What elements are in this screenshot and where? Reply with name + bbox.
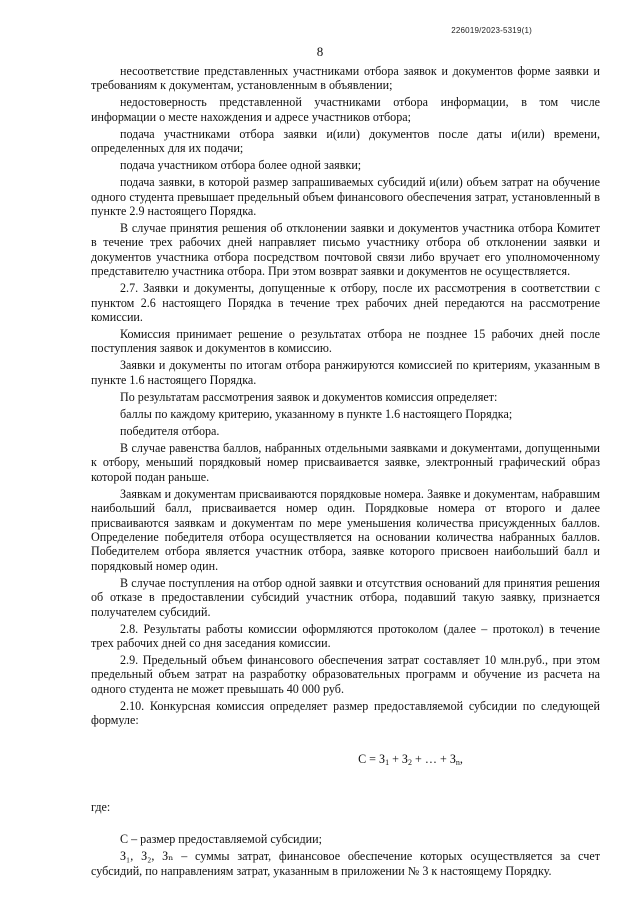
- paragraph: 2.10. Конкурсная комиссия определяет размер предоставляемой субсидии по следующей формуле:: [91, 698, 600, 728]
- paragraph: В случае равенства баллов, набранных отдельными заявками и документами, допущенными к отбору, меньший порядковый номер присваивается заявке, электронный графический образ которой подан раньше.: [91, 440, 600, 484]
- paragraph: В случае поступления на отбор одной заявки и отсутствия оснований для принятия решения об отказе в предоставлении субсидий участник отбора, подавший такую заявку, признается получателем субсидий.: [91, 575, 600, 619]
- paragraph: баллы по каждому критерию, указанному в пункте 1.6 настоящего Порядка;: [120, 406, 513, 421]
- page-number: 8: [316, 44, 324, 59]
- formula-sub-2: 2: [408, 757, 412, 767]
- formula-plus: + З: [389, 751, 408, 766]
- paragraph: Комиссия принимает решение о результатах отбора не позднее 15 рабочих дней после поступления заявок и документов в комиссию.: [91, 327, 600, 356]
- paragraph: несоответствие представленных участниками отбора заявок и документов форме заявки и требованиям к документам, установленным в объявлении;: [91, 64, 600, 93]
- formula-mid: + … + З: [412, 751, 456, 766]
- paragraph: победителя отбора.: [120, 423, 220, 438]
- formula-sub-n: n: [455, 757, 460, 767]
- document-body: [91, 64, 600, 881]
- formula-sub-1: 1: [385, 757, 390, 767]
- subsidy-formula: [221, 752, 600, 770]
- where-label: где:: [91, 799, 111, 814]
- paragraph: 2.7. Заявки и документы, допущенные к отбору, после их рассмотрения в соответствии с пунктом 2.6 настоящего Порядка в течение трех рабочих дней передаются на рассмотрение комиссии.: [91, 281, 600, 325]
- formula-lhs: С = З: [358, 751, 386, 766]
- document-number: 226019/2023-5319(1): [451, 26, 532, 35]
- paragraph: 2.9. Предельный объем финансового обеспечения затрат составляет 10 млн.руб., при этом предельный объем затрат на разработку образовательных программ и обучение из расчета на одного студента не может превышать 40 000 руб.: [91, 652, 600, 696]
- paragraph: недостоверность представленной участниками отбора информации, в том числе информации о месте нахождения и адресе участников отбора;: [91, 95, 600, 124]
- formula-tail: ,: [459, 751, 463, 766]
- paragraph: 2.8. Результаты работы комиссии оформляются протоколом (далее – протокол) в течение трех рабочих дней со дня заседания комиссии.: [91, 621, 600, 650]
- definition: З₁, З₂, Зₙ – суммы затрат, финансовое обеспечение которых осуществляется за счет субсидий, по направлениям затрат, указанным в приложении № 3 к настоящему Порядку.: [91, 849, 600, 878]
- definition: С – размер предоставляемой субсидии;: [120, 832, 322, 847]
- paragraph: подача участниками отбора заявки и(или) документов после даты и(или) времени, определенных для их подачи;: [91, 126, 600, 156]
- paragraph: Заявкам и документам присваиваются порядковые номера. Заявке и документам, набравшим наибольший балл, присваивается номер один. Порядковые номера от второго и далее присваиваются заявкам и документам по мере уменьшения количества присужденных баллов. Определение победителя отбора осуществляется на основании количества набранных баллов. Победителем отбора является участник отбора, заявке которого присвоен наибольший балл и порядковый номер один.: [91, 486, 600, 573]
- paragraph: подача участником отбора более одной заявки;: [120, 158, 362, 173]
- paragraph: подача заявки, в которой размер запрашиваемых субсидий и(или) объем затрат на обучение одного студента превышает предельный объем финансового обеспечения затрат, установленный в пункте 2.9 настоящего Порядка.: [91, 175, 600, 219]
- paragraph: Заявки и документы по итогам отбора ранжируются комиссией по критериям, указанным в пункте 1.6 настоящего Порядка.: [91, 358, 600, 387]
- paragraph: В случае принятия решения об отклонении заявки и документов участника отбора Комитет в течение трех рабочих дней направляет письмо участнику отбора об отклонении заявки и документов участника отбора посредством почтовой связи либо вручает его уполномоченному представителю участника отбора. При этом возврат заявки и документов не осуществляется.: [91, 221, 600, 279]
- paragraph: По результатам рассмотрения заявок и документов комиссия определяет:: [120, 389, 498, 404]
